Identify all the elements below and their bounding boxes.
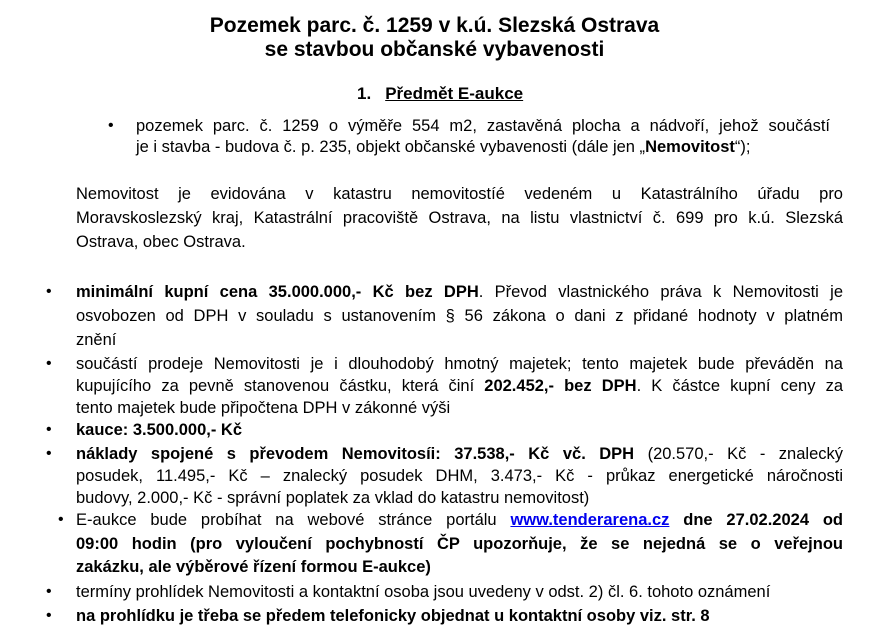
b4-line-2: posudek, 11.495,- Kč – znalecký posudek DHM, 3.473,- Kč - průkaz energetické náročnosti (76, 467, 843, 485)
bullet-marker: • (58, 511, 64, 528)
item1-line-2: je i stavba - budova č. p. 235, objekt občanské vybavenosti (dále jen „Nemovitost“); (136, 138, 751, 156)
section-heading (357, 84, 523, 104)
item1-line-1: pozemek parc. č. 1259 o výměře 554 m2, zastavěná plocha a nádvoří, jehož součástí (136, 117, 830, 135)
b1-line-1: minimální kupní cena 35.000.000,- Kč bez DPH. Převod vlastnického práva k Nemovitosti je (76, 283, 843, 301)
document-title-line-2: se stavbou občanské vybavenosti (264, 38, 605, 61)
b1-line-2: osvobozen od DPH v souladu s ustanovením § 56 zákona o dani z přidané hodnoty v platném (76, 307, 843, 325)
bullet-marker: • (46, 355, 52, 372)
b4-line-1: náklady spojené s převodem Nemovitosíi: 37.538,- Kč vč. DPH (20.570,- Kč - znalecký (76, 445, 843, 463)
document-title-line-1: Pozemek parc. č. 1259 v k.ú. Slezská Ostrava (209, 14, 660, 37)
bullet-marker: • (46, 583, 52, 600)
bullet-marker: • (46, 283, 52, 300)
para-line-3: Ostrava, obec Ostrava. (76, 233, 246, 251)
bullet-marker: • (46, 607, 52, 624)
para-line-1: Nemovitost je evidována v katastru nemovitostíé vedeném u Katastrálního úřadu pro (76, 185, 843, 203)
bullet-marker: • (46, 445, 52, 462)
b2-line-1: součástí prodeje Nemovitosti je i dlouhodobý hmotný majetek; tento majetek bude převáděn na (76, 355, 843, 373)
b7-line: na prohlídku je třeba se předem telefonicky objednat u kontaktní osoby viz. str. 8 (76, 607, 710, 625)
b1-line-3: znění (76, 331, 117, 349)
b5-line-3: zakázku, ale výběrové řízení formou E-aukce) (76, 558, 431, 576)
bullet-marker: • (108, 117, 114, 134)
bullet-marker: • (46, 421, 52, 438)
tenderarena-link[interactable]: www.tenderarena.cz (510, 511, 670, 529)
section-label: Předmět E-aukce (385, 84, 524, 103)
b3-line: kauce: 3.500.000,- Kč (76, 421, 243, 439)
b5-line-2: 09:00 hodin (pro vyloučení pochybností ČP upozorňuje, že se nejedná se o veřejnou (76, 535, 843, 553)
b2-line-3: tento majetek bude připočtena DPH v zákonné výši (76, 399, 451, 417)
para-line-2: Moravskoslezský kraj, Katastrální pracoviště Ostrava, na listu vlastnictví č. 699 pro k.ú. Slezská (76, 209, 843, 227)
b5-line-1: E-aukce bude probíhat na webové stránce portálu www.tenderarena.cz dne 27.02.2024 od (76, 511, 844, 529)
b2-line-2: kupujícího za pevně stanovenou částku, která činí 202.452,- bez DPH. K částce kupní ceny za (76, 377, 844, 395)
b6-line: termíny prohlídek Nemovitosti a kontaktní osoba jsou uvedeny v odst. 2) čl. 6. tohoto oznámení (76, 583, 771, 601)
section-number: 1. (357, 84, 372, 103)
b4-line-3: budovy, 2.000,- Kč - správní poplatek za vklad do katastru nemovitost) (76, 489, 590, 507)
